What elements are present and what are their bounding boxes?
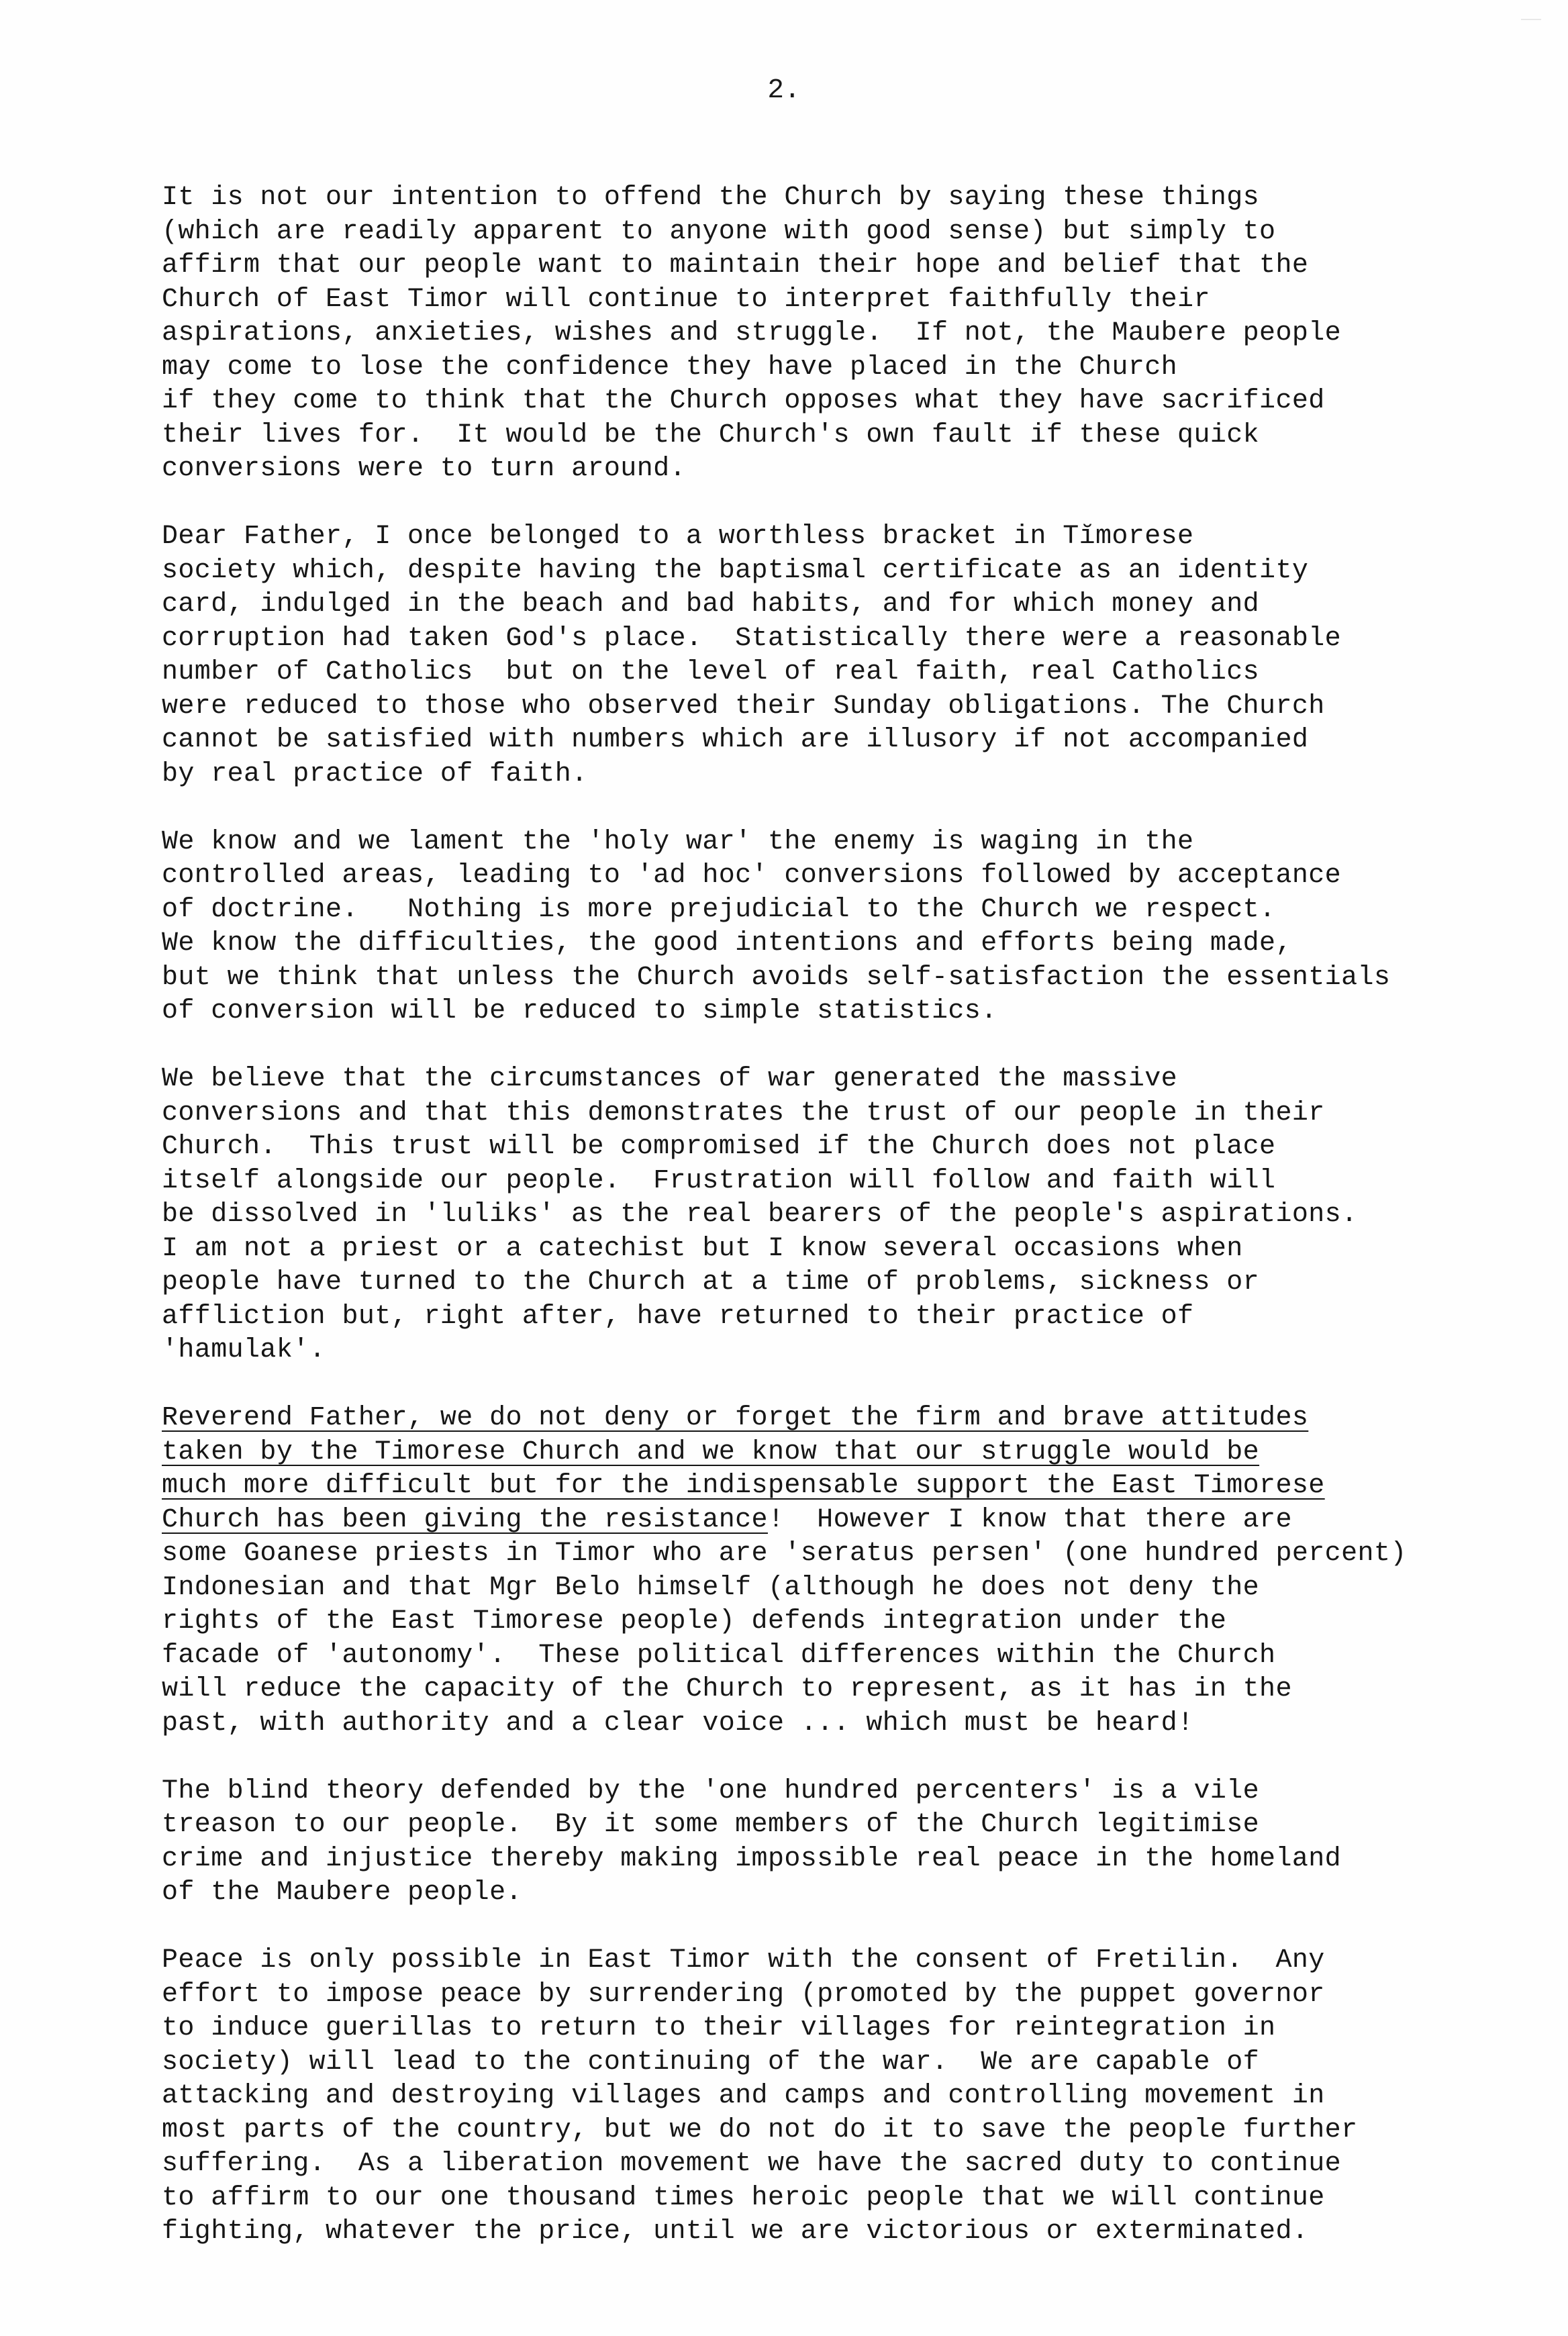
text-line: most parts of the country, but we do not do it to save the people further: [162, 2114, 1358, 2145]
text-line: by real practice of faith.: [162, 759, 588, 789]
text-line: crime and injustice thereby making impossible real peace in the homeland: [162, 1843, 1342, 1874]
text-line: but we think that unless the Church avoids self-satisfaction the essentials: [162, 962, 1391, 993]
underlined-text: taken by the Timorese Church and we know that our struggle would be: [162, 1437, 1260, 1467]
paragraph-3: [162, 826, 1538, 1029]
text-line: cannot be satisfied with numbers which are illusory if not accompanied: [162, 725, 1309, 755]
text-line: to affirm to our one thousand times heroic people that we will continue: [162, 2182, 1325, 2213]
underlined-text: Church has been giving the resistance: [162, 1504, 768, 1535]
text-line: of the Maubere people.: [162, 1878, 522, 1908]
text-line: I am not a priest or a catechist but I know several occasions when: [162, 1233, 1243, 1264]
text-line: Indonesian and that Mgr Belo himself (although he does not deny the: [162, 1572, 1260, 1603]
underlined-text: Reverend Father, we do not deny or forget the firm and brave attitudes: [162, 1403, 1309, 1433]
text-line: be dissolved in 'luliks' as the real bearers of the people's aspirations.: [162, 1200, 1358, 1230]
text-line: will reduce the capacity of the Church to represent, as it has in the: [162, 1674, 1292, 1704]
text-line: facade of 'autonomy'. These political differences within the Church: [162, 1640, 1276, 1671]
underlined-text: much more difficult but for the indispensable support the East Timorese: [162, 1471, 1325, 1501]
text-line: rights of the East Timorese people) defends integration under the: [162, 1606, 1227, 1637]
text-line: if they come to think that the Church opposes what they have sacrificed: [162, 386, 1325, 416]
text-line: Dear Father, I once belonged to a worthless bracket in Tĭmorese: [162, 522, 1194, 552]
scan-artifact: [1521, 19, 1541, 20]
underlined-line: [162, 1469, 1538, 1504]
paragraph-2: [162, 520, 1538, 791]
underlined-line: [162, 1402, 1538, 1436]
paragraph-7: [162, 1944, 1538, 2249]
underlined-line: [162, 1504, 1538, 1538]
text-line: some Goanese priests in Timor who are 'seratus persen' (one hundred percent): [162, 1539, 1407, 1569]
text-line: We believe that the circumstances of war generated the massive: [162, 1064, 1178, 1094]
letter-body: [162, 181, 1538, 2283]
paragraph-6: [162, 1775, 1538, 1910]
text-line: society) will lead to the continuing of the war. We are capable of: [162, 2047, 1260, 2078]
text-line: We know the difficulties, the good intentions and efforts being made,: [162, 928, 1292, 959]
text-line: The blind theory defended by the 'one hundred percenters' is a vile: [162, 1775, 1260, 1806]
paragraph-5: [162, 1402, 1538, 1741]
text-line: controlled areas, leading to 'ad hoc' conversions followed by acceptance: [162, 861, 1342, 891]
page-number: 2.: [767, 75, 801, 106]
paragraph-4: [162, 1063, 1538, 1368]
text-line: 'hamulak'.: [162, 1335, 326, 1365]
text-line: (which are readily apparent to anyone with good sense) but simply to: [162, 216, 1276, 247]
text-line: We know and we lament the 'holy war' the enemy is waging in the: [162, 826, 1194, 857]
text-line: of conversion will be reduced to simple statistics.: [162, 996, 997, 1026]
text-line: society which, despite having the baptismal certificate as an identity: [162, 555, 1309, 586]
text-line: itself alongside our people. Frustration will follow and faith will: [162, 1165, 1276, 1196]
text-line: people have turned to the Church at a time of problems, sickness or: [162, 1267, 1260, 1298]
text-line: number of Catholics but on the level of real faith, real Catholics: [162, 657, 1260, 687]
paragraph-1: [162, 181, 1538, 487]
text-line: It is not our intention to offend the Church by saying these things: [162, 183, 1260, 213]
text-line: past, with authority and a clear voice ... which must be heard!: [162, 1708, 1194, 1739]
text-line: conversions were to turn around.: [162, 454, 686, 484]
text-line: conversions and that this demonstrates the trust of our people in their: [162, 1098, 1325, 1128]
text-line: their lives for. It would be the Church's own fault if these quick: [162, 420, 1260, 450]
text-line: attacking and destroying villages and camps and controlling movement in: [162, 2081, 1325, 2111]
text-line: corruption had taken God's place. Statistically there were a reasonable: [162, 623, 1342, 654]
text-line: treason to our people. By it some members of the Church legitimise: [162, 1810, 1260, 1840]
text-line: affliction but, right after, have returned to their practice of: [162, 1301, 1194, 1332]
underlined-line: [162, 1436, 1538, 1470]
text-line: were reduced to those who observed their Sunday obligations. The Church: [162, 691, 1325, 722]
text-line: fighting, whatever the price, until we are victorious or exterminated.: [162, 2217, 1309, 2247]
text-line: Church of East Timor will continue to interpret faithfully their: [162, 284, 1210, 315]
text-line: Peace is only possible in East Timor with the consent of Fretilin. Any: [162, 1945, 1325, 1976]
text-line: of doctrine. Nothing is more prejudicial to the Church we respect.: [162, 894, 1276, 925]
text-fragment: ! However I know that there are: [767, 1504, 1292, 1535]
text-line: may come to lose the confidence they have placed in the Church: [162, 352, 1178, 383]
text-line: card, indulged in the beach and bad habits, and for which money and: [162, 589, 1260, 620]
text-line: Church. This trust will be compromised if the Church does not place: [162, 1132, 1276, 1162]
text-line: effort to impose peace by surrendering (promoted by the puppet governor: [162, 1979, 1325, 2010]
text-line: aspirations, anxieties, wishes and struggle. If not, the Maubere people: [162, 318, 1342, 348]
text-line: suffering. As a liberation movement we have the sacred duty to continue: [162, 2149, 1342, 2179]
text-line: affirm that our people want to maintain their hope and belief that the: [162, 250, 1309, 281]
text-line: to induce guerillas to return to their villages for reintegration in: [162, 2013, 1276, 2043]
